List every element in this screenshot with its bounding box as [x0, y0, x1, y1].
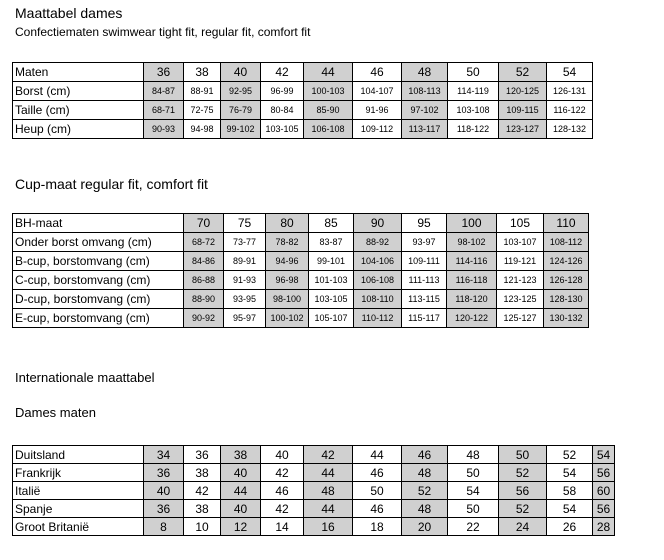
value-cell: 91-93 [224, 271, 266, 290]
value-cell: 88-91 [184, 82, 221, 101]
value-cell: 84-87 [144, 82, 184, 101]
size-header-cell: 50 [448, 63, 499, 82]
value-cell: 111-113 [402, 271, 447, 290]
value-cell: 125-127 [497, 309, 544, 328]
value-cell: 100-103 [304, 82, 353, 101]
value-cell: 116-118 [447, 271, 497, 290]
table-header-row [13, 63, 593, 82]
value-cell: 108-112 [544, 233, 589, 252]
size-table-dames [12, 62, 593, 139]
value-cell: 26 [547, 518, 593, 536]
value-cell: 99-102 [221, 120, 261, 139]
row-label: C-cup, borstomvang (cm) [13, 271, 184, 290]
value-cell: 18 [353, 518, 402, 536]
value-cell: 120-125 [499, 82, 547, 101]
value-cell: 126-128 [544, 271, 589, 290]
cup-size-table [12, 213, 589, 328]
value-cell: 123-127 [499, 120, 547, 139]
value-cell: 108-113 [402, 82, 448, 101]
value-cell: 110-112 [354, 309, 402, 328]
size-header-cell: 52 [499, 63, 547, 82]
value-cell: 46 [402, 446, 448, 464]
value-cell: 48 [402, 464, 448, 482]
header-label: Maten [13, 63, 144, 82]
row-label: Heup (cm) [13, 120, 144, 139]
value-cell: 105-107 [309, 309, 354, 328]
value-cell: 83-87 [309, 233, 354, 252]
value-cell: 68-71 [144, 101, 184, 120]
value-cell: 48 [448, 446, 499, 464]
value-cell: 128-130 [544, 290, 589, 309]
value-cell: 128-132 [547, 120, 593, 139]
value-cell: 44 [304, 464, 353, 482]
section3-subtitle: Dames maten [15, 405, 96, 420]
row-label: Borst (cm) [13, 82, 144, 101]
value-cell: 114-116 [447, 252, 497, 271]
value-cell: 28 [593, 518, 615, 536]
size-header-cell: 36 [144, 63, 184, 82]
value-cell: 90-92 [184, 309, 224, 328]
value-cell: 48 [304, 482, 353, 500]
value-cell: 60 [593, 482, 615, 500]
value-cell: 52 [499, 500, 547, 518]
value-cell: 52 [499, 464, 547, 482]
row-label: B-cup, borstomvang (cm) [13, 252, 184, 271]
size-header-cell: 42 [261, 63, 304, 82]
size-header-cell: 90 [354, 214, 402, 233]
value-cell: 115-117 [402, 309, 447, 328]
size-header-cell: 70 [184, 214, 224, 233]
value-cell: 96-99 [261, 82, 304, 101]
row-label: Groot Britanië [13, 518, 144, 536]
row-label: Onder borst omvang (cm) [13, 233, 184, 252]
value-cell: 103-105 [261, 120, 304, 139]
value-cell: 12 [221, 518, 261, 536]
size-header-cell: 54 [547, 63, 593, 82]
value-cell: 54 [593, 446, 615, 464]
value-cell: 94-98 [184, 120, 221, 139]
value-cell: 50 [448, 464, 499, 482]
table-row [13, 233, 589, 252]
value-cell: 8 [144, 518, 184, 536]
value-cell: 50 [353, 482, 402, 500]
size-header-cell: 75 [224, 214, 266, 233]
value-cell: 130-132 [544, 309, 589, 328]
value-cell: 94-96 [266, 252, 309, 271]
value-cell: 88-92 [354, 233, 402, 252]
row-label: Taille (cm) [13, 101, 144, 120]
value-cell: 92-95 [221, 82, 261, 101]
value-cell: 54 [448, 482, 499, 500]
value-cell: 40 [261, 446, 304, 464]
size-header-cell: 85 [309, 214, 354, 233]
international-size-table [12, 445, 615, 536]
value-cell: 89-91 [224, 252, 266, 271]
value-cell: 91-96 [353, 101, 402, 120]
value-cell: 20 [402, 518, 448, 536]
value-cell: 95-97 [224, 309, 266, 328]
table-row [13, 82, 593, 101]
value-cell: 50 [499, 446, 547, 464]
value-cell: 48 [402, 500, 448, 518]
value-cell: 126-131 [547, 82, 593, 101]
row-label: Spanje [13, 500, 144, 518]
value-cell: 90-93 [144, 120, 184, 139]
value-cell: 93-95 [224, 290, 266, 309]
row-label: E-cup, borstomvang (cm) [13, 309, 184, 328]
value-cell: 85-90 [304, 101, 353, 120]
table-row [13, 464, 615, 482]
value-cell: 76-79 [221, 101, 261, 120]
size-header-cell: 46 [353, 63, 402, 82]
value-cell: 106-108 [304, 120, 353, 139]
value-cell: 42 [184, 482, 221, 500]
value-cell: 119-121 [497, 252, 544, 271]
value-cell: 36 [144, 464, 184, 482]
value-cell: 98-102 [447, 233, 497, 252]
value-cell: 123-125 [497, 290, 544, 309]
section1-title: Maattabel dames [15, 5, 123, 21]
value-cell: 109-111 [402, 252, 447, 271]
size-header-cell: 95 [402, 214, 447, 233]
value-cell: 42 [261, 464, 304, 482]
value-cell: 54 [547, 500, 593, 518]
value-cell: 22 [448, 518, 499, 536]
value-cell: 98-100 [266, 290, 309, 309]
table-row [13, 101, 593, 120]
value-cell: 86-88 [184, 271, 224, 290]
table-row [13, 120, 593, 139]
size-header-cell: 80 [266, 214, 309, 233]
value-cell: 10 [184, 518, 221, 536]
size-header-cell: 100 [447, 214, 497, 233]
value-cell: 97-102 [402, 101, 448, 120]
value-cell: 50 [448, 500, 499, 518]
table-row [13, 518, 615, 536]
value-cell: 109-115 [499, 101, 547, 120]
table-row [13, 309, 589, 328]
value-cell: 72-75 [184, 101, 221, 120]
table-row [13, 290, 589, 309]
value-cell: 121-123 [497, 271, 544, 290]
value-cell: 40 [221, 500, 261, 518]
value-cell: 101-103 [309, 271, 354, 290]
value-cell: 106-108 [354, 271, 402, 290]
value-cell: 46 [261, 482, 304, 500]
value-cell: 80-84 [261, 101, 304, 120]
row-label: Duitsland [13, 446, 144, 464]
value-cell: 24 [499, 518, 547, 536]
value-cell: 104-107 [353, 82, 402, 101]
value-cell: 38 [184, 500, 221, 518]
value-cell: 44 [221, 482, 261, 500]
table-header-row [13, 214, 589, 233]
table-row [13, 500, 615, 518]
value-cell: 52 [402, 482, 448, 500]
value-cell: 100-102 [266, 309, 309, 328]
row-label: D-cup, borstomvang (cm) [13, 290, 184, 309]
section1-subtitle: Confectiematen swimwear tight fit, regular fit, comfort fit [15, 25, 311, 39]
value-cell: 104-106 [354, 252, 402, 271]
value-cell: 56 [499, 482, 547, 500]
size-header-cell: 40 [221, 63, 261, 82]
value-cell: 46 [353, 464, 402, 482]
value-cell: 103-107 [497, 233, 544, 252]
section3-title: Internationale maattabel [15, 370, 155, 385]
value-cell: 36 [184, 446, 221, 464]
value-cell: 99-101 [309, 252, 354, 271]
value-cell: 93-97 [402, 233, 447, 252]
value-cell: 68-72 [184, 233, 224, 252]
value-cell: 38 [221, 446, 261, 464]
value-cell: 124-126 [544, 252, 589, 271]
size-header-cell: 110 [544, 214, 589, 233]
value-cell: 120-122 [447, 309, 497, 328]
value-cell: 58 [547, 482, 593, 500]
value-cell: 34 [144, 446, 184, 464]
value-cell: 44 [304, 500, 353, 518]
value-cell: 103-108 [448, 101, 499, 120]
value-cell: 14 [261, 518, 304, 536]
value-cell: 46 [353, 500, 402, 518]
value-cell: 40 [221, 464, 261, 482]
value-cell: 16 [304, 518, 353, 536]
value-cell: 114-119 [448, 82, 499, 101]
value-cell: 109-112 [353, 120, 402, 139]
value-cell: 36 [144, 500, 184, 518]
value-cell: 116-122 [547, 101, 593, 120]
table-row [13, 482, 615, 500]
value-cell: 40 [144, 482, 184, 500]
value-cell: 108-110 [354, 290, 402, 309]
value-cell: 73-77 [224, 233, 266, 252]
value-cell: 88-90 [184, 290, 224, 309]
value-cell: 84-86 [184, 252, 224, 271]
value-cell: 118-122 [448, 120, 499, 139]
value-cell: 118-120 [447, 290, 497, 309]
table-row [13, 252, 589, 271]
table-row [13, 446, 615, 464]
value-cell: 52 [547, 446, 593, 464]
value-cell: 103-105 [309, 290, 354, 309]
value-cell: 56 [593, 464, 615, 482]
value-cell: 96-98 [266, 271, 309, 290]
value-cell: 38 [184, 464, 221, 482]
value-cell: 113-117 [402, 120, 448, 139]
table-row [13, 271, 589, 290]
section2-title: Cup-maat regular fit, comfort fit [15, 176, 208, 192]
size-header-cell: 105 [497, 214, 544, 233]
header-label: BH-maat [13, 214, 184, 233]
value-cell: 44 [353, 446, 402, 464]
size-header-cell: 38 [184, 63, 221, 82]
value-cell: 54 [547, 464, 593, 482]
size-header-cell: 48 [402, 63, 448, 82]
size-header-cell: 44 [304, 63, 353, 82]
value-cell: 113-115 [402, 290, 447, 309]
row-label: Italië [13, 482, 144, 500]
value-cell: 42 [304, 446, 353, 464]
value-cell: 42 [261, 500, 304, 518]
value-cell: 56 [593, 500, 615, 518]
value-cell: 78-82 [266, 233, 309, 252]
row-label: Frankrijk [13, 464, 144, 482]
